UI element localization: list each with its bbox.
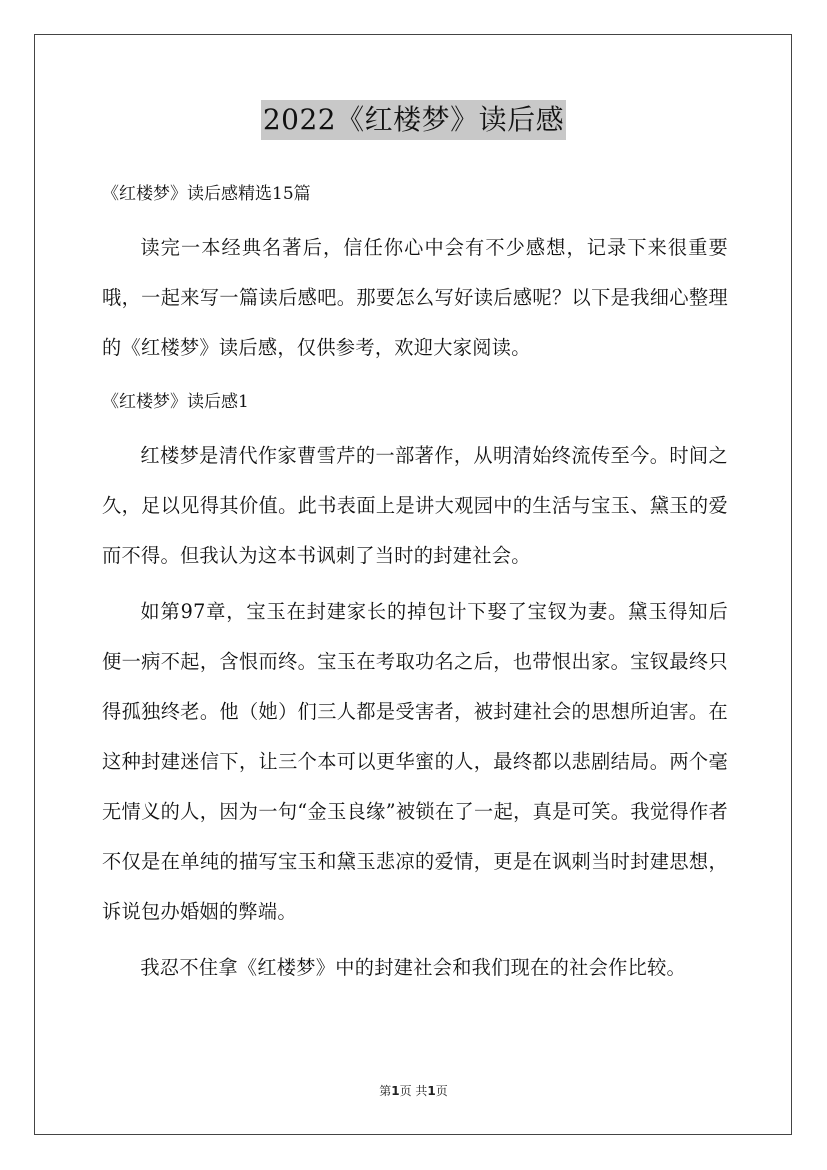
body-paragraph: 红楼梦是清代作家曹雪芹的一部著作，从明清始终流传至今。时间之久，足以见得其价值。此书表面上是讲大观园中的生活与宝玉、黛玉的爱而不得。但我认为这本书讽刺了当时的封建社会。 (102, 444, 728, 567)
page-footer (0, 1083, 827, 1099)
document-title: 2022《红楼梦》读后感 (261, 100, 566, 140)
footer-label: 页 (435, 1084, 448, 1098)
intro-paragraph: 读完一本经典名著后，信任你心中会有不少感想，记录下来很重要哦，一起来写一篇读后感吧。那要怎么写好读后感呢？以下是我细心整理的《红楼梦》读后感，仅供参考，欢迎大家阅读。 (102, 236, 728, 359)
body-paragraph: 如第97章，宝玉在封建家长的掉包计下娶了宝钗为妻。黛玉得知后便一病不起，含恨而终。宝玉在考取功名之后，也带恨出家。宝钗最终只得孤独终老。他（她）们三人都是受害者，被封建社会的思想所迫害。在这种封建迷信下，让三个本可以更华蜜的人，最终都以悲剧结局。两个毫无情义的人，因为一句“金玉良缘”被锁在了一起，真是可笑。我觉得作者不仅是在单纯的描写宝玉和黛玉悲凉的爱情，更是在讽刺当时封建思想，诉说包办婚姻的弊端。 (102, 600, 728, 923)
page-number: 1 (391, 1084, 400, 1098)
document-subtitle: 《红楼梦》读后感精选15篇 (102, 184, 311, 204)
section-heading: 《红楼梦》读后感1 (102, 392, 249, 412)
title-container (0, 100, 827, 140)
footer-label: 第 (379, 1084, 392, 1098)
footer-label: 页 共 (399, 1084, 428, 1098)
body-paragraph: 我忍不住拿《红楼梦》中的封建社会和我们现在的社会作比较。 (140, 956, 687, 979)
page-total: 1 (427, 1084, 436, 1098)
document-body (102, 170, 728, 993)
